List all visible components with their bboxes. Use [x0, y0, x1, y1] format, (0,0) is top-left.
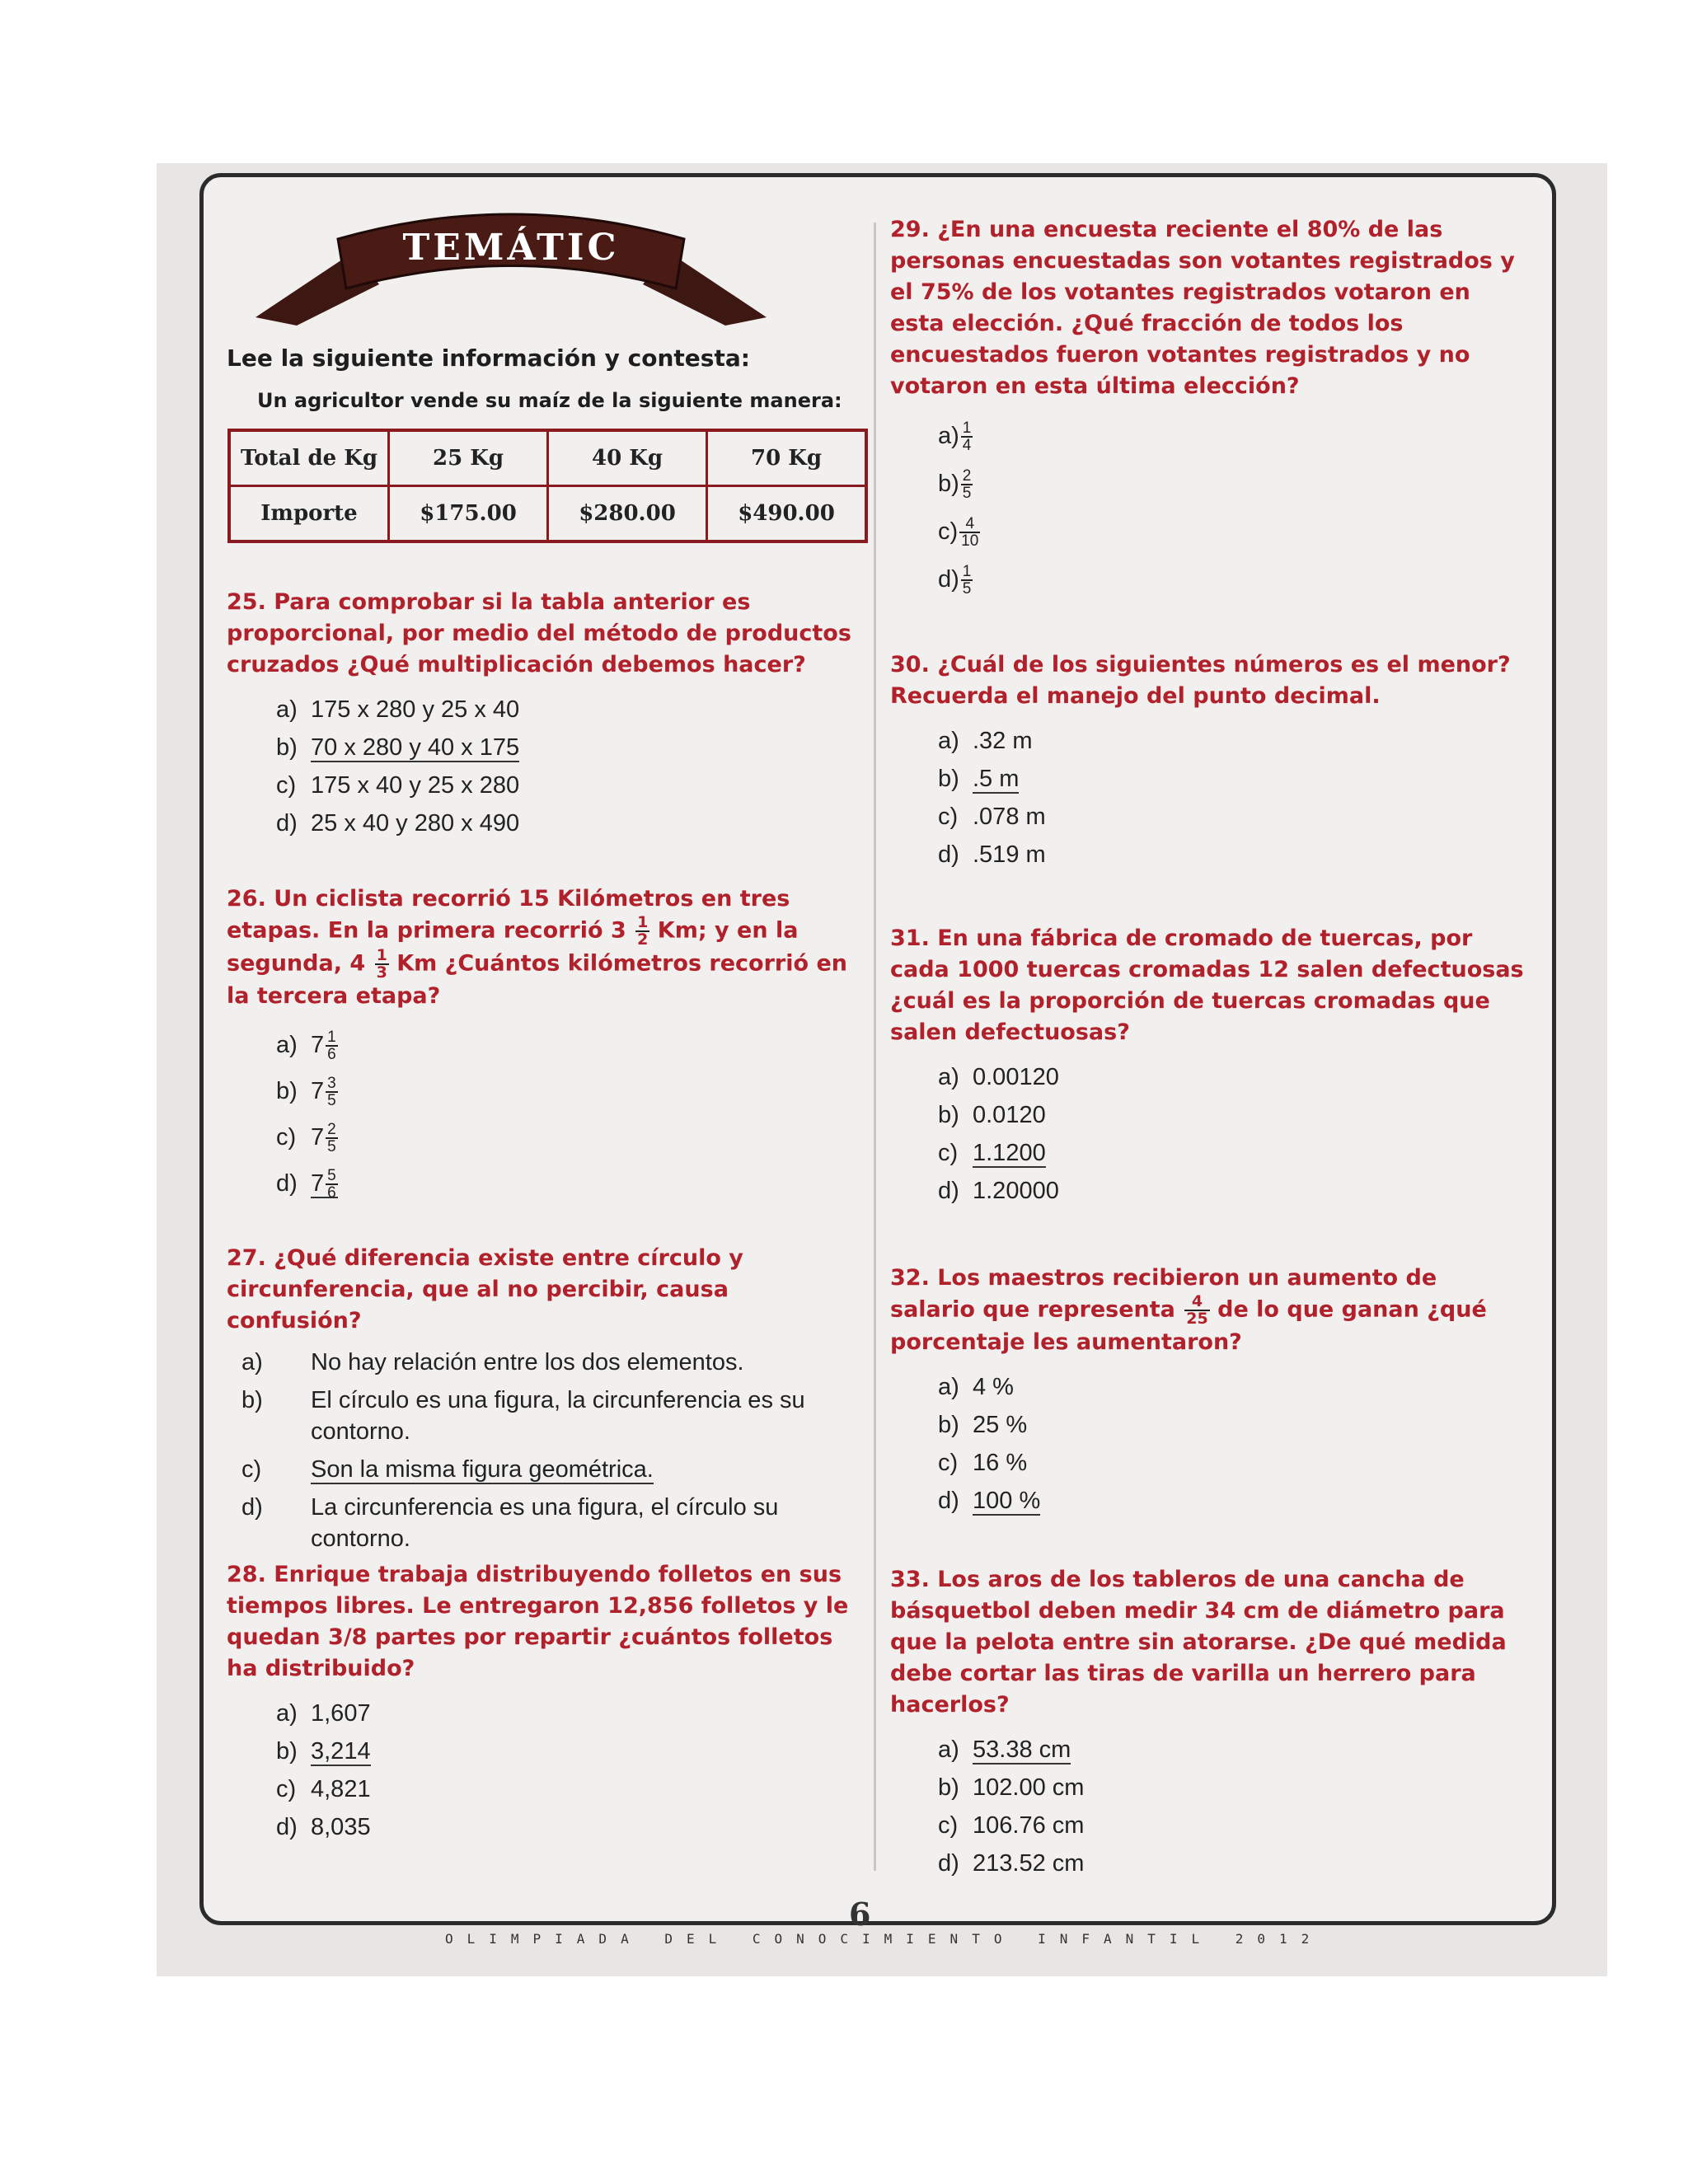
option-c[interactable]: c) 16 % [938, 1450, 1028, 1476]
question-33 [890, 1564, 1525, 1882]
table-cell: $175.00 [389, 486, 548, 542]
question-text: 30. ¿Cuál de los siguientes números es el menor? Recuerda el manejo del punto decimal. [890, 652, 1511, 709]
question-text: 33. Los aros de los tableros de una cancha de básquetbol deben medir 34 cm de diámetro para que la pelota entre sin atorarse. ¿De qué medida debe cortar las tiras de varilla un herrero para hacerlos? [890, 1567, 1507, 1718]
option-c[interactable]: c) 175 x 40 y 25 x 280 [276, 772, 520, 799]
question-31 [890, 923, 1525, 1210]
table-row [229, 486, 866, 542]
question-text: 27. ¿Qué diferencia existe entre círculo y circunferencia, que al no percibir, causa confusión? [227, 1245, 743, 1333]
option-a[interactable]: a) 175 x 280 y 25 x 40 [276, 696, 520, 723]
option-c[interactable]: c) 106.76 cm [938, 1812, 1085, 1839]
option-b[interactable]: b) 3,214 [276, 1738, 371, 1765]
options-list [938, 412, 1525, 603]
question-text: 29. ¿En una encuesta reciente el 80% de las personas encuestadas son votantes registrados y el 75% de los votantes registrados votaron en esta elección. ¿Qué fracción de todos los encuestados fueron votantes registrados y no votaron en esta última elección? [890, 217, 1515, 399]
option-b[interactable]: b) $\frac{2}{5}$ [938, 467, 972, 503]
table-cell: $490.00 [707, 486, 867, 542]
option-a[interactable]: a) 1,607 [276, 1700, 371, 1727]
question-27 [227, 1243, 855, 1561]
question-30 [890, 649, 1525, 874]
option-c[interactable]: c) Son la misma figura geométrica. [241, 1456, 654, 1483]
fraction: $\frac{1}{3}$ [376, 946, 387, 982]
footer-text: OLIMPIADA DEL CONOCIMIENTO INFANTIL 2012 [445, 1931, 1324, 1947]
option-d[interactable]: d) La circunferencia es una figura, el círculo su contorno. [241, 1494, 779, 1552]
question-29 [890, 214, 1525, 603]
option-a[interactable]: a) 53.38 cm [938, 1736, 1071, 1763]
option-c[interactable]: c) 1.1200 [938, 1140, 1046, 1166]
option-d[interactable]: d) 1.20000 [938, 1178, 1059, 1204]
table-header-row [229, 430, 866, 486]
price-table [227, 429, 868, 543]
option-a[interactable]: a) $\frac{1}{4}$ [938, 419, 972, 455]
table-cell: Total de Kg [229, 430, 389, 486]
options-list [276, 1022, 855, 1207]
option-b[interactable]: b) .5 m [938, 766, 1020, 792]
option-a[interactable]: a) 4 % [938, 1374, 1014, 1400]
option-d[interactable]: d) 213.52 cm [938, 1850, 1085, 1877]
option-d[interactable]: d) .519 m [938, 841, 1046, 868]
options-list [276, 691, 855, 842]
option-a[interactable]: a) .32 m [938, 728, 1033, 754]
question-28 [227, 1559, 855, 1846]
question-32 [890, 1263, 1525, 1520]
question-text: 26. Un ciclista recorrió 15 Kilómetros en tres etapas. En la primera recorrió 3 $\frac{1}{2}$ Km; y en la segunda, 4 $\frac{1}{3}$ Km ¿Cuántos kilómetros recorrió en la tercera etapa? [227, 886, 847, 1009]
question-text: 32. Los maestros recibieron un aumento de salario que representa $\frac{4}{25}$ de lo que ganan ¿qué porcentaje les aumentaron? [890, 1265, 1487, 1355]
option-c[interactable]: c) .078 m [938, 804, 1046, 830]
table-cell: 25 Kg [389, 430, 548, 486]
option-d[interactable]: d) 7 $\frac{5}{6}$ [276, 1167, 336, 1202]
option-a[interactable]: a) 0.00120 [938, 1064, 1059, 1090]
banner-ribbon [247, 194, 775, 334]
option-a[interactable]: a) No hay relación entre los dos elementos. [241, 1349, 744, 1376]
option-b[interactable]: b) 70 x 280 y 40 x 175 [276, 734, 520, 761]
option-a[interactable]: a) 7 $\frac{1}{6}$ [276, 1029, 336, 1064]
option-d[interactable]: d) $\frac{1}{5}$ [938, 563, 972, 598]
option-c[interactable]: c) 7 $\frac{2}{5}$ [276, 1121, 336, 1156]
sub-instruction: Un agricultor vende su maíz de la siguiente manera: [257, 389, 842, 412]
question-text: 25. Para comprobar si la tabla anterior es proporcional, por medio del método de productos cruzados ¿Qué multiplicación debemos hacer? [227, 589, 851, 677]
option-b[interactable]: b) 7 $\frac{3}{5}$ [276, 1075, 336, 1110]
table-cell: $280.00 [548, 486, 707, 542]
options-list [938, 1368, 1525, 1520]
option-c[interactable]: c) 4,821 [276, 1776, 371, 1802]
banner-title: TEMÁTIC [402, 227, 620, 269]
options-list [241, 1347, 855, 1554]
option-d[interactable]: d) 25 x 40 y 280 x 490 [276, 810, 520, 837]
column-divider [874, 223, 876, 1871]
page-number: 6 [849, 1896, 871, 1933]
question-25 [227, 587, 855, 842]
option-b[interactable]: b) 25 % [938, 1412, 1028, 1438]
options-list [938, 1058, 1525, 1210]
options-list [938, 1731, 1525, 1882]
option-b[interactable]: b) 0.0120 [938, 1102, 1046, 1128]
option-d[interactable]: d) 100 % [938, 1488, 1041, 1514]
question-text: 31. En una fábrica de cromado de tuercas, por cada 1000 tuercas cromadas 12 salen defectuosas ¿cuál es la proporción de tuercas cromadas que salen defectuosas? [890, 926, 1524, 1045]
option-b[interactable]: b) El círculo es una figura, la circunferencia es su contorno. [241, 1387, 805, 1445]
options-list [938, 722, 1525, 874]
fraction: $\frac{1}{2}$ [637, 913, 649, 949]
question-26 [227, 883, 855, 1207]
fraction: $\frac{4}{25}$ [1186, 1292, 1208, 1328]
table-cell: 70 Kg [707, 430, 867, 486]
option-c[interactable]: c) $\frac{4}{10}$ [938, 515, 979, 551]
options-list [276, 1694, 855, 1846]
instruction: Lee la siguiente información y contesta: [227, 344, 750, 372]
option-d[interactable]: d) 8,035 [276, 1814, 371, 1840]
option-b[interactable]: b) 102.00 cm [938, 1774, 1085, 1801]
table-cell: Importe [229, 486, 389, 542]
table-cell: 40 Kg [548, 430, 707, 486]
question-text: 28. Enrique trabaja distribuyendo folletos en sus tiempos libres. Le entregaron 12,856 folletos y le quedan 3/8 partes por repartir ¿cuántos folletos ha distribuido? [227, 1562, 849, 1681]
